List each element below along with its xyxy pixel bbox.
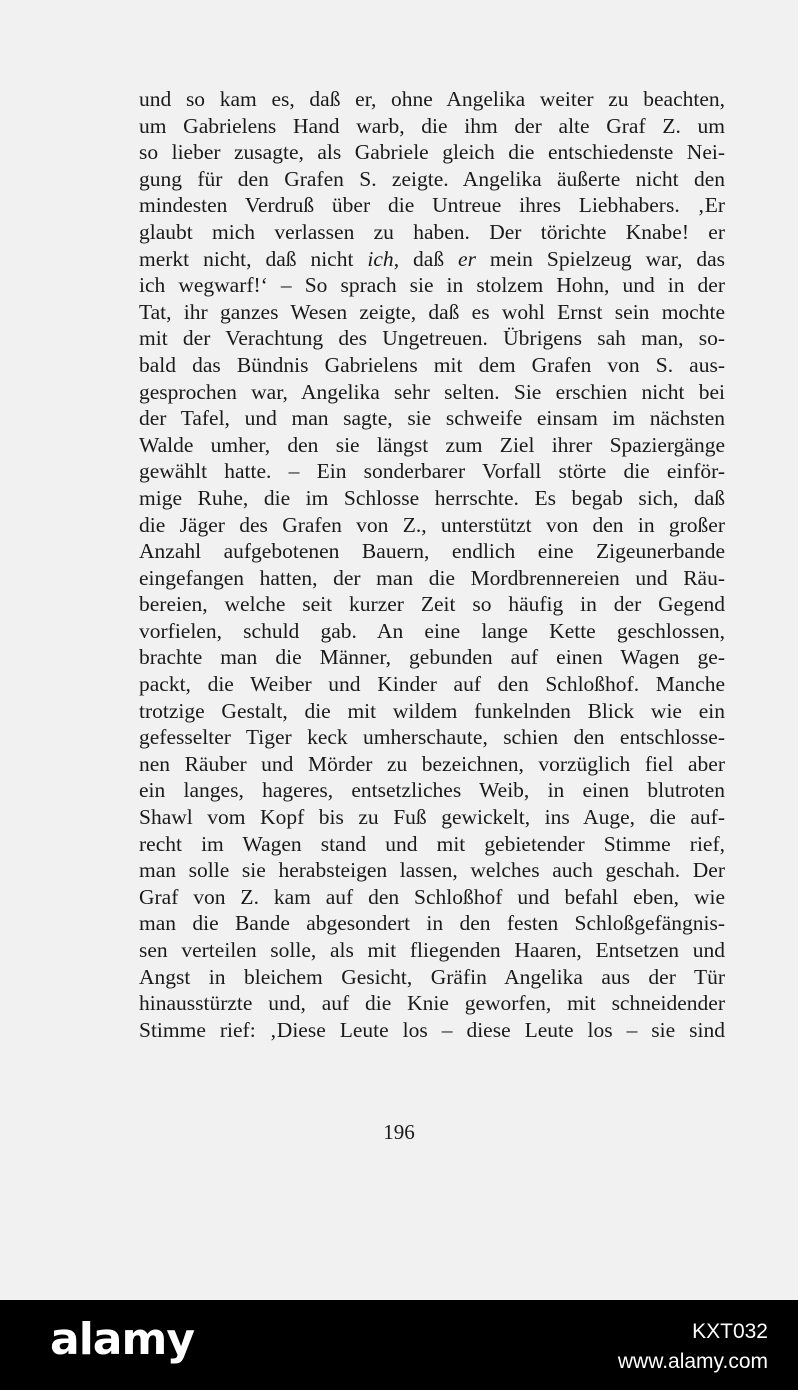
- text-line: man die Bande abgesondert in den festen Schloßgefängnis-: [139, 911, 725, 936]
- text-line: bereien, welche seit kurzer Zeit so häufig in der Gegend: [139, 592, 725, 617]
- alamy-logo: alamy: [50, 1314, 194, 1365]
- text-line: um Gabrielens Hand warb, die ihm der alte Graf Z. um: [139, 113, 725, 138]
- text-line: mige Ruhe, die im Schlosse herrschte. Es begab sich, daß: [139, 485, 725, 510]
- text-line: mit der Verachtung des Ungetreuen. Übrigens sah man, so-: [139, 326, 725, 351]
- text-line: hinausstürzte und, auf die Knie geworfen, mit schneidender: [139, 991, 725, 1016]
- text-line: man solle sie herabsteigen lassen, welches auch geschah. Der: [139, 858, 725, 883]
- text-line: und so kam es, daß er, ohne Angelika weiter zu beachten,: [139, 87, 725, 111]
- text-line: Shawl vom Kopf bis zu Fuß gewickelt, ins Auge, die auf-: [139, 805, 725, 830]
- text-line: der Tafel, und man sagte, sie schweife einsam im nächsten: [139, 406, 725, 431]
- text-line: glaubt mich verlassen zu haben. Der törichte Knabe! er: [139, 219, 725, 244]
- image-id: KXT032: [692, 1320, 768, 1343]
- text-line: gefesselter Tiger keck umherschaute, schien den entschlosse-: [139, 725, 725, 750]
- text-line: eingefangen hatten, der man die Mordbrennereien und Räu-: [139, 565, 725, 590]
- text-line: gewählt hatte. – Ein sonderbarer Vorfall störte die einför-: [139, 459, 725, 484]
- watermark-footer: [0, 1300, 798, 1390]
- text-line: nen Räuber und Mörder zu bezeichnen, vorzüglich fiel aber: [139, 751, 725, 776]
- text-line: Angst in bleichem Gesicht, Gräfin Angelika aus der Tür: [139, 964, 725, 989]
- text-line: merkt nicht, daß nicht ich, daß er mein Spielzeug war, das: [139, 246, 725, 271]
- body-text: [139, 86, 725, 1043]
- text-line: gung für den Grafen S. zeigte. Angelika äußerte nicht den: [139, 166, 725, 191]
- text-line: mindesten Verdruß über die Untreue ihres Liebhabers. ‚Er: [139, 193, 725, 218]
- text-line: Graf von Z. kam auf den Schloßhof und befahl eben, wie: [139, 884, 725, 909]
- text-line: Tat, ihr ganzes Wesen zeigte, daß es wohl Ernst sein mochte: [139, 299, 725, 324]
- text-line: packt, die Weiber und Kinder auf den Schloßhof. Manche: [139, 672, 725, 697]
- text-line: die Jäger des Grafen von Z., unterstützt von den in großer: [139, 512, 725, 537]
- text-line: ich wegwarf!‘ – So sprach sie in stolzem Hohn, und in der: [139, 273, 725, 298]
- text-line: Anzahl aufgebotenen Bauern, endlich eine Zigeunerbande: [139, 539, 725, 564]
- text-line: ein langes, hageres, entsetzliches Weib, in einen blutroten: [139, 778, 725, 803]
- text-line: trotzige Gestalt, die mit wildem funkelnden Blick wie ein: [139, 698, 725, 723]
- text-line: recht im Wagen stand und mit gebietender Stimme rief,: [139, 831, 725, 856]
- page-number: 196: [383, 1120, 415, 1144]
- text-line: Stimme rief: ‚Diese Leute los – diese Leute los – sie sind: [139, 1017, 725, 1042]
- text-line: vorfielen, schuld gab. An eine lange Kette geschlossen,: [139, 618, 725, 643]
- text-line: so lieber zusagte, als Gabriele gleich die entschiedenste Nei-: [139, 140, 725, 165]
- text-line: bald das Bündnis Gabrielens mit dem Grafen von S. aus-: [139, 352, 725, 377]
- watermark-url: www.alamy.com: [617, 1350, 768, 1373]
- text-line: gesprochen war, Angelika sehr selten. Sie erschien nicht bei: [139, 379, 725, 404]
- text-line: sen verteilen solle, als mit fliegenden Haaren, Entsetzen und: [139, 938, 725, 962]
- text-line: Walde umher, den sie längst zum Ziel ihrer Spaziergänge: [139, 432, 725, 457]
- text-line: brachte man die Männer, gebunden auf einen Wagen ge-: [139, 645, 725, 670]
